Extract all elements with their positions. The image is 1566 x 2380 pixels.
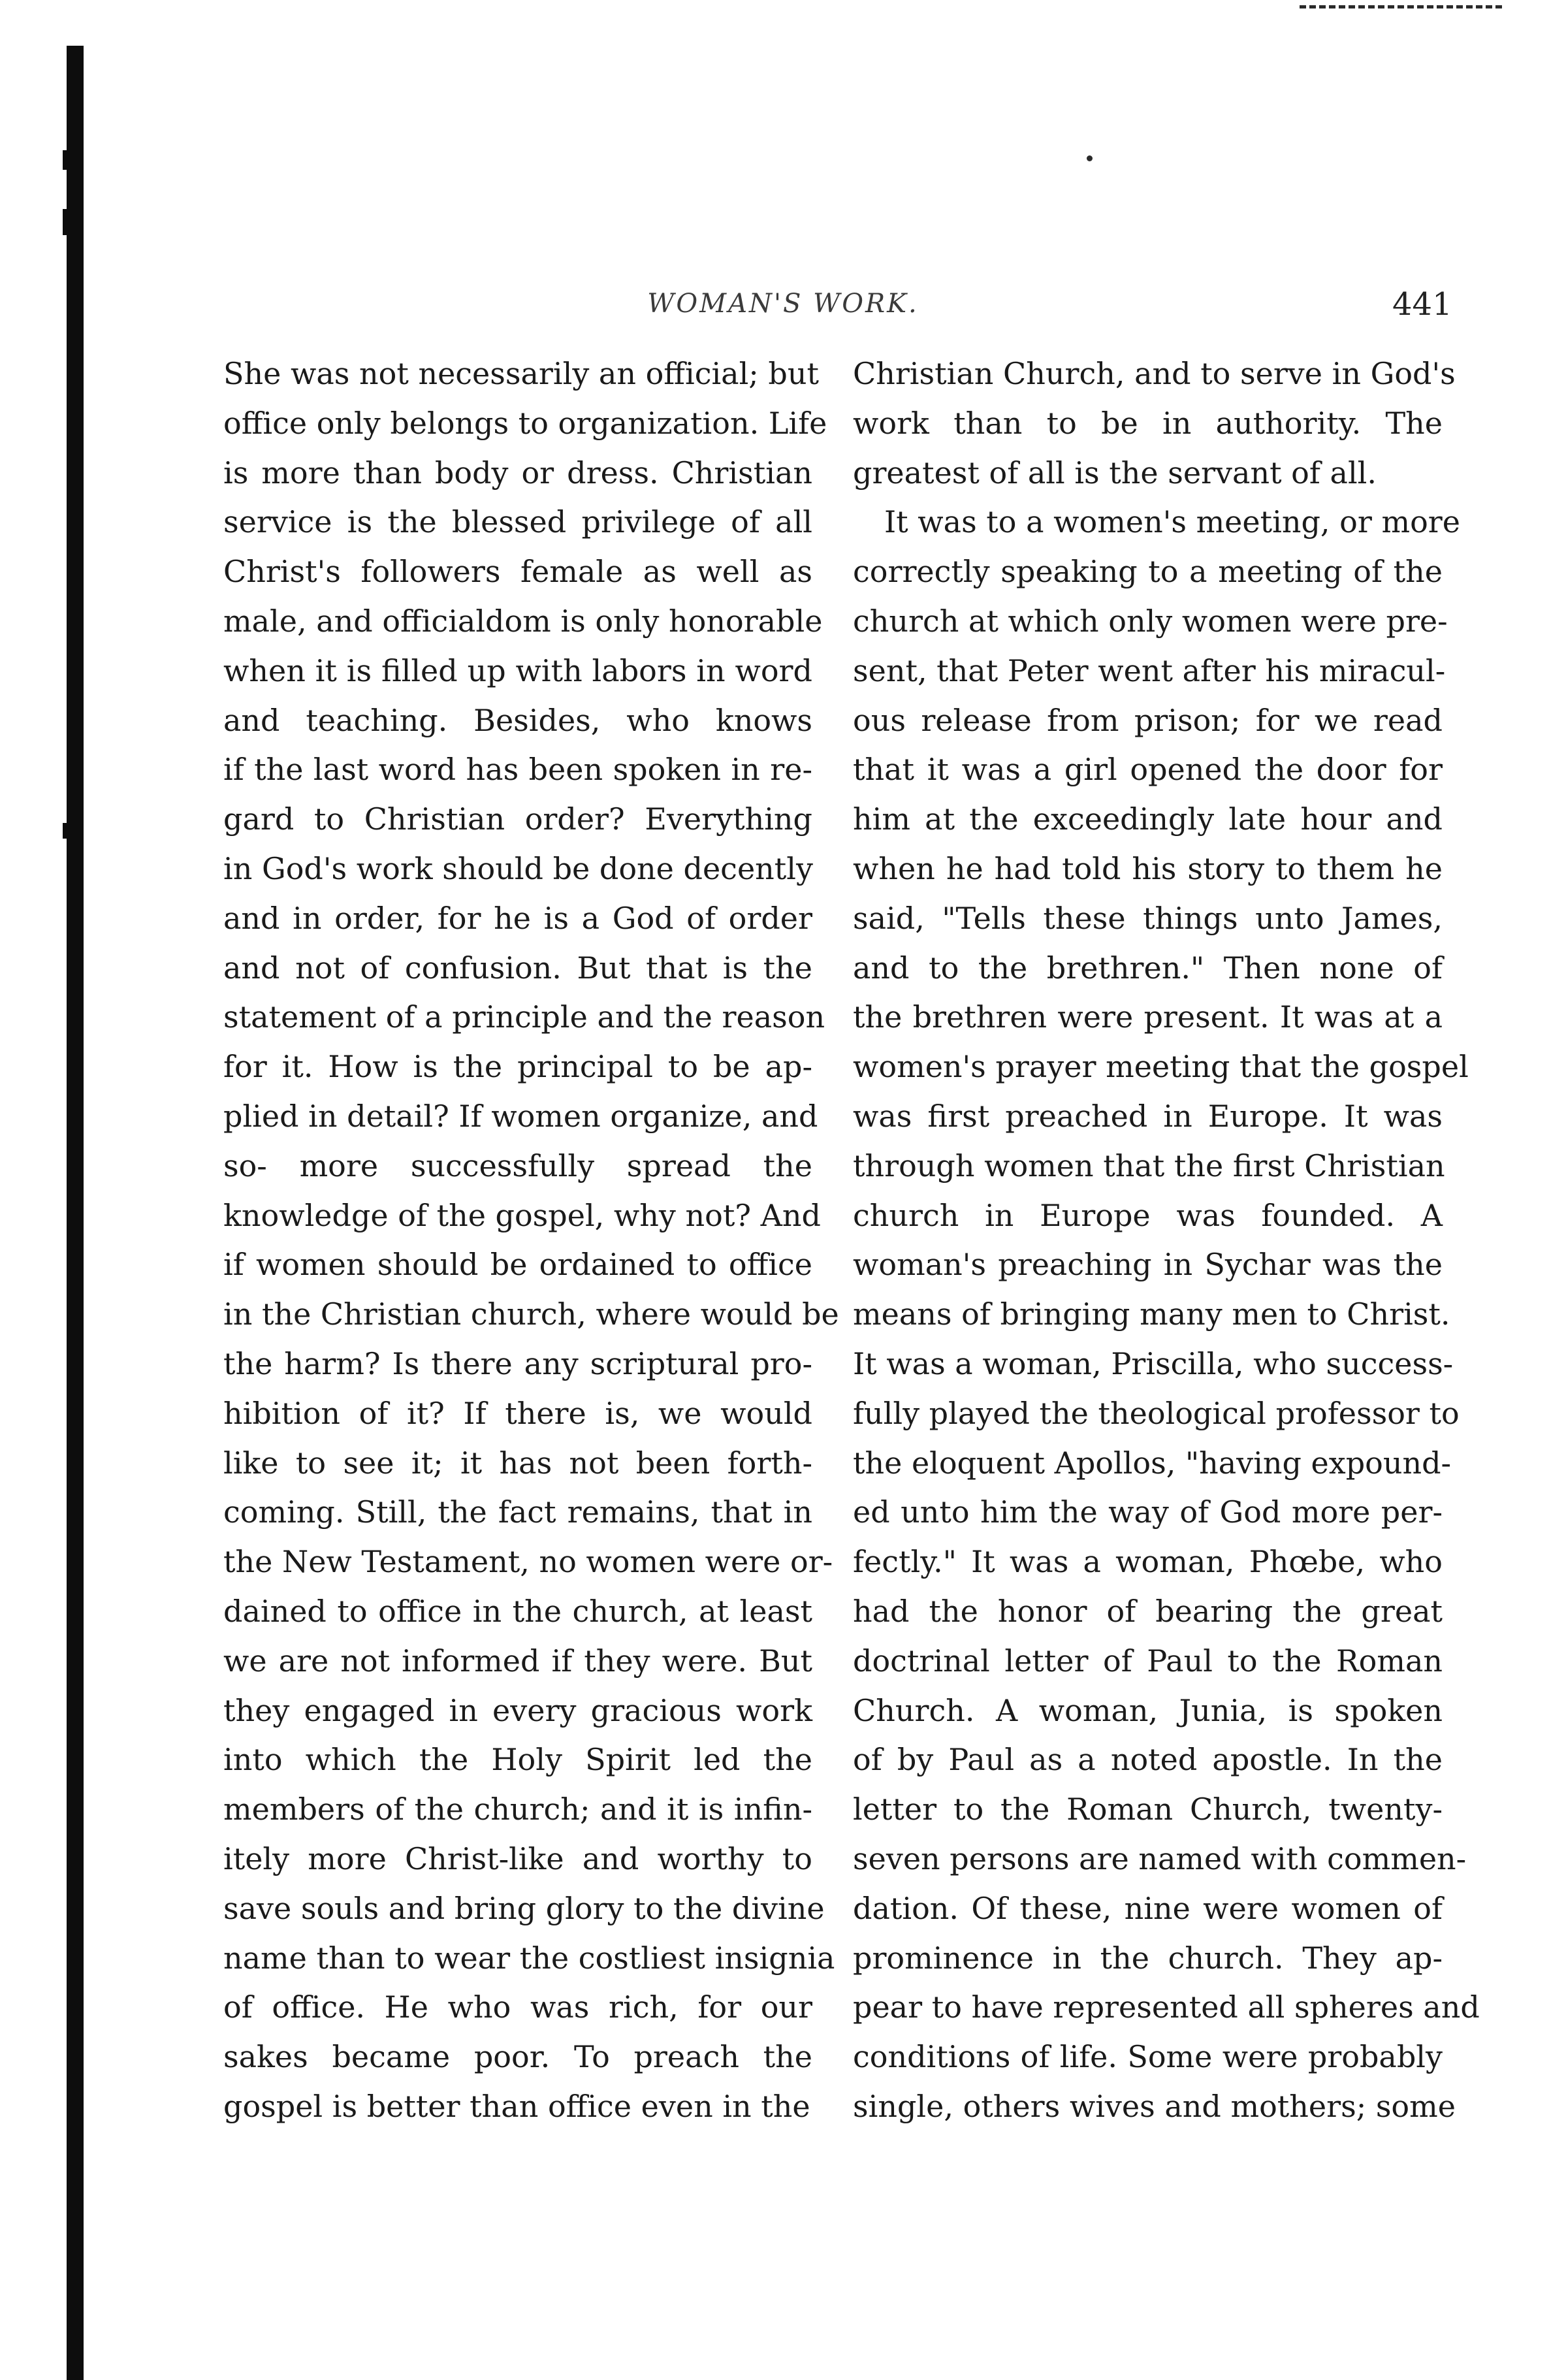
left-column-line: and in order, for he is a God of order	[223, 900, 812, 936]
left-column-line: of office. He who was rich, for our	[223, 1989, 812, 2025]
right-column-line: Church. A woman, Junia, is spoken	[853, 1692, 1443, 1728]
left-column-line: coming. Still, the fact remains, that in	[223, 1494, 812, 1530]
right-column-line: and to the brethren." Then none of	[853, 950, 1443, 986]
right-column-line: when he had told his story to them he	[853, 850, 1443, 886]
left-column-line: service is the blessed privilege of all	[223, 504, 812, 540]
scan-edge-notch	[63, 823, 69, 839]
left-column-line: plied in detail? If women organize, and	[223, 1098, 818, 1134]
left-column-line: the New Testament, no women were or-	[223, 1544, 833, 1580]
right-column	[853, 349, 1480, 2132]
page-number: 441	[1392, 286, 1452, 323]
left-column-line: She was not necessarily an official; but	[223, 356, 819, 391]
right-column-line: ed unto him the way of God more per-	[853, 1494, 1443, 1530]
right-column-line: woman's preaching in Sychar was the	[853, 1247, 1443, 1283]
right-column-line: fully played the theological professor to	[853, 1395, 1460, 1431]
right-column-line: the eloquent Apollos, "having expound-	[853, 1445, 1452, 1481]
left-column-line: statement of a principle and the reason	[223, 999, 825, 1035]
right-column-line: doctrinal letter of Paul to the Roman	[853, 1643, 1443, 1679]
right-column-line: him at the exceedingly late hour and	[853, 801, 1443, 837]
right-column-line: had the honor of bearing the great	[853, 1593, 1443, 1629]
left-column-line: for it. How is the principal to be ap-	[223, 1049, 812, 1085]
right-column-line: fectly." It was a woman, Phœbe, who	[853, 1544, 1443, 1580]
left-column-line: they engaged in every gracious work	[223, 1692, 812, 1728]
right-column-line: greatest of all is the servant of all.	[853, 455, 1377, 490]
left-column-line: we are not informed if they were. But	[223, 1643, 812, 1679]
left-column-line: like to see it; it has not been forth-	[223, 1445, 812, 1481]
left-column-line: so- more successfully spread the	[223, 1148, 812, 1183]
left-column-line: is more than body or dress. Christian	[223, 455, 812, 490]
running-head: WOMAN'S WORK.	[647, 289, 919, 319]
scan-edge-notch	[63, 150, 69, 170]
left-column-line: male, and officialdom is only honorable	[223, 603, 823, 639]
scan-corner-rule	[1300, 5, 1502, 12]
left-column-line: if women should be ordained to office	[223, 1247, 812, 1283]
right-column-line: said, "Tells these things unto James,	[853, 900, 1443, 936]
left-column-line: in the Christian church, where would be	[223, 1296, 839, 1332]
left-column-line: into which the Holy Spirit led the	[223, 1742, 812, 1778]
left-column-line: and not of confusion. But that is the	[223, 950, 812, 986]
left-column-line: gospel is better than office even in the	[223, 2088, 810, 2124]
right-column-line: It was to a women's meeting, or more	[884, 504, 1460, 540]
right-column-line: dation. Of these, nine were women of	[853, 1890, 1443, 1926]
left-column-line: if the last word has been spoken in re-	[223, 752, 812, 788]
right-column-line: single, others wives and mothers; some	[853, 2088, 1456, 2124]
right-column-line: was first preached in Europe. It was	[853, 1098, 1443, 1134]
left-column	[223, 349, 839, 2132]
left-column-line: Christ's followers female as well as	[223, 554, 812, 590]
left-column-line: gard to Christian order? Everything	[223, 801, 812, 837]
left-column-line: hibition of it? If there is, we would	[223, 1395, 812, 1431]
left-column-line: and teaching. Besides, who knows	[223, 702, 812, 738]
right-column-line: means of bringing many men to Christ.	[853, 1296, 1450, 1332]
left-column-line: when it is filled up with labors in word	[223, 652, 812, 688]
left-column-line: dained to office in the church, at least	[223, 1593, 812, 1629]
left-column-line: itely more Christ-like and worthy to	[223, 1841, 812, 1876]
right-column-line: conditions of life. Some were probably	[853, 2039, 1443, 2075]
right-column-line: ous release from prison; for we read	[853, 702, 1443, 738]
right-column-line: sent, that Peter went after his miracul-	[853, 652, 1446, 688]
right-column-line: of by Paul as a noted apostle. In the	[853, 1742, 1443, 1778]
right-column-line: church in Europe was founded. A	[853, 1197, 1443, 1233]
right-column-line: through women that the first Christian	[853, 1148, 1445, 1183]
right-column-line: church at which only women were pre-	[853, 603, 1448, 639]
right-column-line: correctly speaking to a meeting of the	[853, 554, 1443, 590]
right-column-line: that it was a girl opened the door for	[853, 752, 1443, 788]
left-column-line: save souls and bring glory to the divine	[223, 1890, 825, 1926]
right-column-line: women's prayer meeting that the gospel	[853, 1049, 1469, 1085]
left-column-line: the harm? Is there any scriptural pro-	[223, 1345, 812, 1381]
left-column-line: knowledge of the gospel, why not? And	[223, 1197, 821, 1233]
right-column-line: seven persons are named with commen-	[853, 1841, 1467, 1876]
right-column-line: letter to the Roman Church, twenty-	[853, 1792, 1443, 1827]
left-column-line: members of the church; and it is infin-	[223, 1792, 812, 1827]
scan-edge-notch	[63, 209, 69, 235]
left-column-line: in God's work should be done decently	[223, 850, 813, 886]
left-column-line: name than to wear the costliest insignia	[223, 1940, 835, 1976]
scan-speck	[1087, 155, 1093, 161]
right-column-line: Christian Church, and to serve in God's	[853, 356, 1456, 391]
right-column-line: the brethren were present. It was at a	[853, 999, 1443, 1035]
right-column-line: work than to be in authority. The	[853, 405, 1443, 441]
right-column-line: pear to have represented all spheres and	[853, 1989, 1480, 2025]
left-column-line: sakes became poor. To preach the	[223, 2039, 812, 2075]
left-column-line: office only belongs to organization. Life	[223, 405, 827, 441]
right-column-line: prominence in the church. They ap-	[853, 1940, 1443, 1976]
right-column-line: It was a woman, Priscilla, who success-	[853, 1345, 1454, 1381]
scan-edge-shadow	[67, 46, 84, 2380]
